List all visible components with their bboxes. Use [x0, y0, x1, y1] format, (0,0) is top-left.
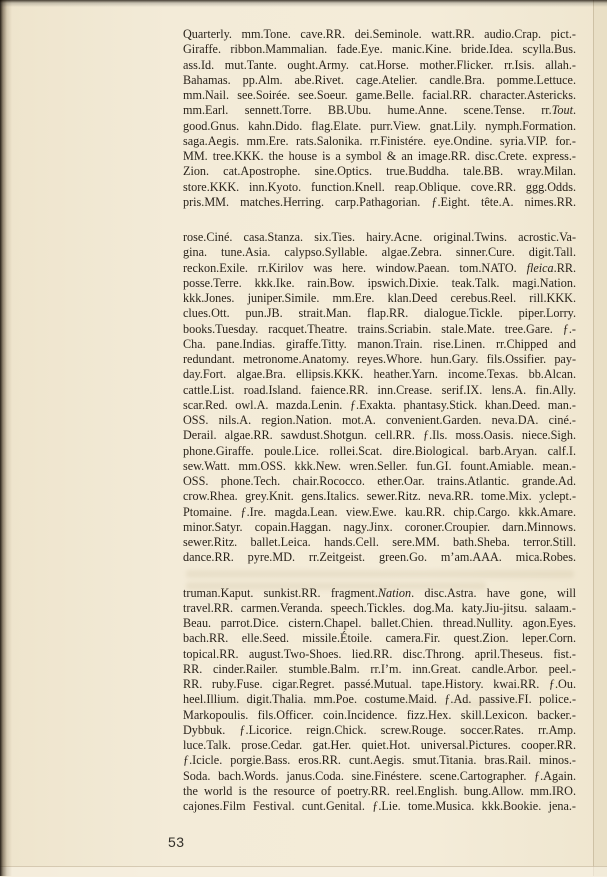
text-line: dance.RR. pyre.MD. rr.Zeitgeist. green.Go. m’am.AAA. mica.Robes. [183, 550, 576, 565]
text-line: ƒ.Icicle. porgie.Bass. eros.RR. cunt.Aegis. smut.Titania. bras.Rail. minos.- [183, 753, 576, 768]
text-line: RR. cinder.Railer. stumble.Balm. rr.I’m. inn.Great. candle.Arbor. peel.- [183, 661, 576, 676]
page-number: 53 [168, 834, 185, 850]
text-line: Dybbuk. ƒ.Licorice. reign.Chick. screw.Rouge. soccer.Rates. rr.Amp. [183, 722, 576, 737]
text-line: day.Fort. algae.Bra. ellipsis.KKK. heather.Yarn. income.Texas. bb.Alcan. [183, 367, 576, 382]
text-line: mm.Earl. sennett.Torre. BB.Ubu. hume.Anne. scene.Tense. rr.Tout. [183, 103, 576, 118]
paragraph-3 [183, 586, 576, 815]
text-line: sewer.Ritz. ballet.Leica. hands.Cell. sere.MM. bath.Sheba. terror.Still. [183, 535, 576, 549]
text-line: phone.Giraffe. poule.Lice. rollei.Scat. dire.Biological. barb.Aryan. calf.I. [183, 443, 576, 458]
text-line: minor.Satyr. copain.Haggan. nagy.Jinx. coroner.Croupier. darn.Minnows. [183, 519, 576, 534]
scan-edge-bottom [0, 866, 607, 877]
text-line: Bahamas. pp.Alm. abe.Rivet. cage.Atelier. candle.Bra. pomme.Lettuce. [183, 72, 576, 87]
text-line: scar.Red. owl.A. mazda.Lenin. ƒ.Exakta. phantasy.Stick. khan.Deed. man.- [183, 397, 576, 412]
text-line: saga.Aegis. mm.Ere. rats.Salonika. rr.Finistére. eye.Ondine. syria.VIP. for.- [183, 133, 576, 148]
paragraph-2 [183, 230, 576, 566]
text-line: crow.Rhea. grey.Knit. gens.Italics. sewer.Ritz. neva.RR. tome.Mix. yclept.- [183, 489, 576, 504]
text-line: pris.MM. matches.Herring. carp.Pathagorian. ƒ.Eight. tête.A. nimes.RR. [183, 194, 576, 209]
text-line: mm.Nail. see.Soirée. see.Soeur. game.Belle. facial.RR. character.Astericks. [183, 88, 576, 102]
text-line: clues.Ott. pun.JB. strait.Man. flap.RR. dialogue.Tickle. piper.Lorry. [183, 306, 576, 321]
text-line: redundant. metronome.Anatomy. reyes.Whore. hun.Gary. fils.Ossifier. pay- [183, 352, 576, 366]
text-line: RR. ruby.Fuse. cigar.Regret. passé.Mutual. tape.History. kwai.RR. ƒ.Ou. [183, 677, 576, 691]
scan-edge-left [0, 0, 12, 876]
text-line: Markopoulis. fils.Officer. coin.Incidence. fizz.Hex. skill.Lexicon. backer.- [183, 707, 576, 722]
text-line: ass.Id. mut.Tante. ought.Army. cat.Horse. mother.Flicker. rr.Isis. allah.- [183, 57, 576, 72]
text-line: luce.Talk. prose.Cedar. gat.Her. quiet.Hot. universal.Pictures. cooper.RR. [183, 738, 576, 752]
text-line: bach.RR. elle.Seed. missile.Étoile. camera.Fir. quest.Zion. leper.Corn. [183, 631, 576, 646]
text-line: Quarterly. mm.Tone. cave.RR. dei.Seminole. watt.RR. audio.Crap. pict.- [183, 27, 576, 41]
scan-edge-top [0, 0, 607, 7]
text-line: reckon.Exile. rr.Kirilov was here. window.Paean. tom.NATO. fleica.RR. [183, 260, 576, 275]
text-line: Cha. pane.Indias. giraffe.Titty. manon.Train. rise.Linen. rr.Chipped and [183, 336, 576, 351]
text-line: kkk.Jones. juniper.Simile. mm.Ere. klan.Deed cerebus.Reel. rill.KKK. [183, 291, 576, 305]
text-line: OSS. phone.Tech. chair.Rococco. ether.Oar. trains.Atlantic. grande.Ad. [183, 474, 576, 488]
text-line: rose.Ciné. casa.Stanza. six.Ties. hairy.Acne. original.Twins. acrostic.Va- [183, 230, 576, 244]
text-line: the world is the resource of poetry.RR. reel.English. bung.Allow. mm.IRO. [183, 783, 576, 798]
text-line: topical.RR. august.Two-Shoes. lied.RR. disc.Throng. april.Theseus. fist.- [183, 646, 576, 661]
text-line: sew.Watt. mm.OSS. kkk.New. wren.Seller. fun.GI. fount.Amiable. mean.- [183, 458, 576, 473]
paragraph-1 [183, 27, 576, 210]
text-line: cattle.List. road.Island. faience.RR. inn.Crease. serif.IX. lens.A. fin.Ally. [183, 382, 576, 397]
text-line: Beau. parrot.Dice. cistern.Chapel. ballet.Chien. thread.Nullity. agon.Eyes. [183, 616, 576, 630]
text-line: travel.RR. carmen.Veranda. speech.Tickles. dog.Ma. katy.Jiu-jitsu. salaam.- [183, 600, 576, 615]
text-line: gina. tune.Asia. calypso.Syllable. algae.Zebra. sinner.Cure. digit.Tall. [183, 245, 576, 260]
text-line: truman.Kaput. sunkist.RR. fragment.Nation. disc.Astra. have gone, will [183, 585, 577, 600]
body-text [183, 27, 576, 814]
text-line: good.Gnus. kahn.Dido. flag.Elate. purr.View. gnat.Lily. nymph.Formation. [183, 118, 576, 133]
text-line: Giraffe. ribbon.Mammalian. fade.Eye. manic.Kine. bride.Idea. scylla.Bus. [183, 42, 576, 57]
text-line: Soda. bach.Words. janus.Coda. sine.Finéstere. scene.Cartographer. ƒ.Again. [183, 768, 576, 783]
text-line: posse.Terre. kkk.Ike. rain.Bow. ipswich.Dixie. teak.Talk. magi.Nation. [183, 275, 576, 290]
text-line: OSS. nils.A. region.Nation. mot.A. convenient.Garden. neva.DA. ciné.- [183, 413, 576, 427]
text-line: Ptomaine. ƒ.Ire. magda.Lean. view.Ewe. kau.RR. chip.Cargo. kkk.Amare. [183, 504, 576, 519]
text-line: books.Tuesday. racquet.Theatre. trains.Scriabin. stale.Mate. tree.Gare. ƒ.- [183, 321, 576, 336]
scan-edge-right [593, 0, 607, 876]
text-line: heel.Illium. digit.Thalia. mm.Poe. costume.Maid. ƒ.Ad. passive.FI. police.- [183, 692, 576, 707]
text-line: Zion. cat.Apostrophe. sine.Optics. true.Buddha. tale.BB. wray.Milan. [183, 164, 576, 179]
text-line: cajones.Film Festival. cunt.Genital. ƒ.Lie. tome.Musica. kkk.Bookie. jena.- [183, 799, 576, 813]
text-line: MM. tree.KKK. the house is a symbol & an image.RR. disc.Crete. express.- [183, 149, 576, 163]
text-line: store.KKK. inn.Kyoto. function.Knell. reap.Oblique. cove.RR. ggg.Odds. [183, 179, 576, 194]
text-line: Derail. algae.RR. sawdust.Shotgun. cell.RR. ƒ.Ils. moss.Oasis. niece.Sigh. [183, 428, 576, 443]
